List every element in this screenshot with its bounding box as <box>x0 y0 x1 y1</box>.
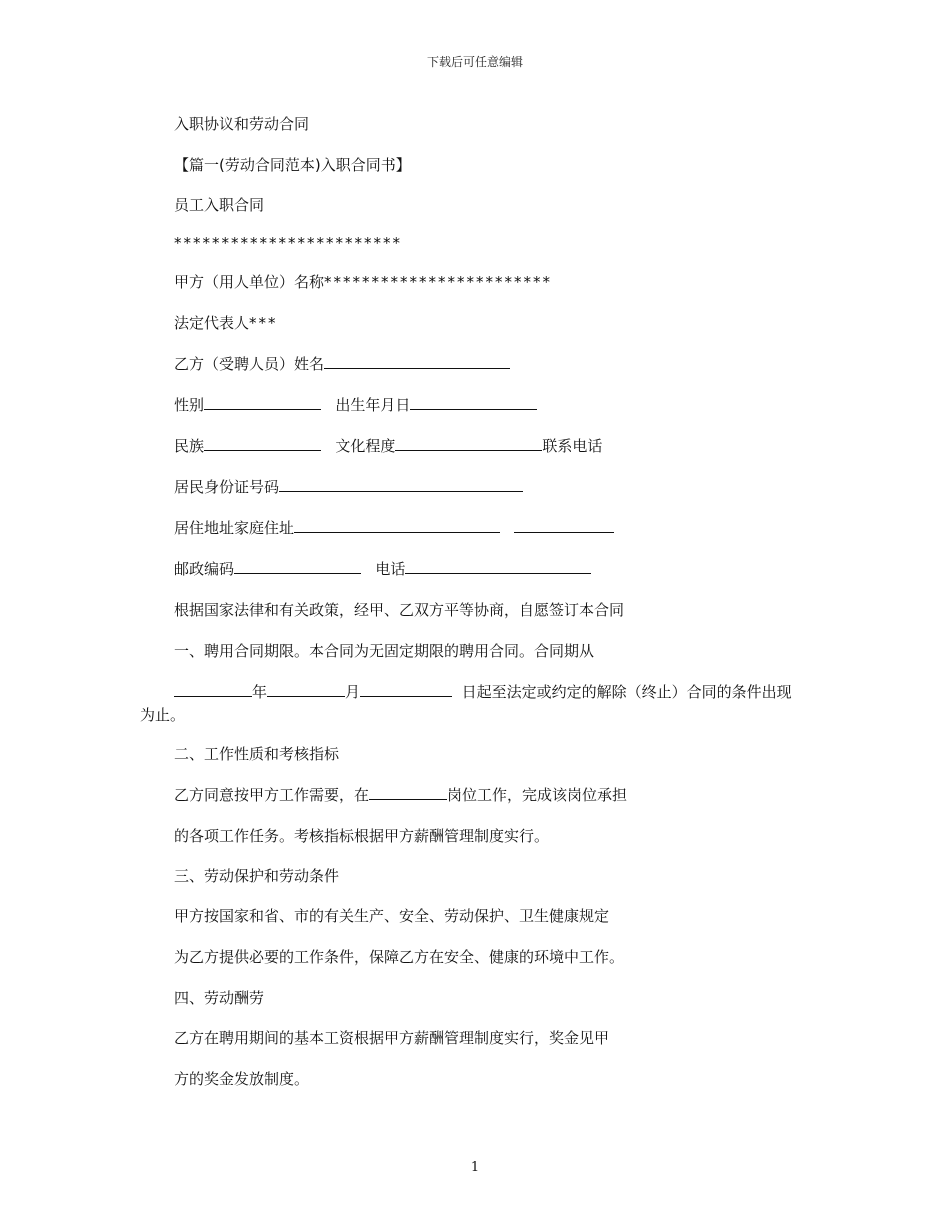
page-number: 1 <box>470 1160 480 1175</box>
gender-birth-row <box>174 395 537 415</box>
party-b-row <box>174 354 510 374</box>
work-line-2: 的各项工作任务。考核指标根据甲方薪酬管理制度实行。 <box>174 827 550 845</box>
year-label: 年 <box>252 683 268 701</box>
term-dates-row <box>174 682 792 702</box>
id-label: 居民身份证号码 <box>174 478 280 496</box>
birth-blank <box>410 395 537 410</box>
protection-line-1: 甲方按国家和省、市的有关生产、安全、劳动保护、卫生健康规定 <box>174 907 610 925</box>
ethnicity-blank <box>204 436 321 451</box>
birth-label: 出生年月日 <box>335 396 411 414</box>
tel-blank <box>405 559 591 574</box>
postal-label: 邮政编码 <box>174 560 235 578</box>
page-header: 下载后可任意编辑 <box>426 55 523 69</box>
day-blank <box>360 682 452 697</box>
section-heading: 【篇一(劳动合同范本)入职合同书】 <box>174 156 411 174</box>
gender-label: 性别 <box>174 396 205 414</box>
education-blank <box>395 436 542 451</box>
term-rest: 日起至法定或约定的解除（终止）合同的条件出现 <box>461 683 792 701</box>
address-label: 居住地址家庭住址 <box>174 519 295 537</box>
month-blank <box>267 682 345 697</box>
legal-rep-label: 法定代表人 <box>174 314 250 332</box>
term-heading: 一、聘用合同期限。本合同为无固定期限的聘用合同。合同期从 <box>174 642 595 660</box>
education-label: 文化程度 <box>335 437 396 455</box>
pay-line-1: 乙方在聘用期间的基本工资根据甲方薪酬管理制度实行，奖金见甲 <box>174 1029 610 1047</box>
ethnicity-label: 民族 <box>174 437 205 455</box>
post-blank <box>369 785 447 800</box>
party-a-label: 甲方（用人单位）名称 <box>174 273 325 291</box>
party-a-row <box>174 272 552 292</box>
contract-name: 员工入职合同 <box>174 196 265 214</box>
address-blank <box>294 518 500 533</box>
protection-heading: 三、劳动保护和劳动条件 <box>174 867 340 885</box>
document-title: 入职协议和劳动合同 <box>174 115 310 133</box>
work-heading: 二、工作性质和考核指标 <box>174 745 340 763</box>
month-label: 月 <box>345 683 361 701</box>
stars-row: ************************ <box>174 234 402 252</box>
party-b-label: 乙方（受聘人员）姓名 <box>174 355 325 373</box>
term-end: 为止。 <box>140 706 186 724</box>
work-line-1 <box>174 785 627 805</box>
address-blank-2 <box>514 518 614 533</box>
legal-rep-value: *** <box>249 314 278 332</box>
pay-heading: 四、劳动酬劳 <box>174 989 265 1007</box>
address-row <box>174 518 614 538</box>
party-a-value: ************************ <box>324 273 553 291</box>
basis-paragraph: 根据国家法律和有关政策，经甲、乙双方平等协商，自愿签订本合同 <box>174 601 625 619</box>
work-text-b: 岗位工作，完成该岗位承担 <box>447 786 628 804</box>
name-blank <box>324 354 510 369</box>
year-blank <box>174 682 252 697</box>
id-blank <box>279 477 523 492</box>
postal-row <box>174 559 591 579</box>
postal-blank <box>234 559 361 574</box>
id-row <box>174 477 523 497</box>
gender-blank <box>204 395 321 410</box>
pay-line-2: 方的奖金发放制度。 <box>174 1070 310 1088</box>
phone-label: 联系电话 <box>542 437 603 455</box>
ethnicity-row <box>174 436 602 456</box>
legal-rep-row <box>174 313 278 333</box>
protection-line-2: 为乙方提供必要的工作条件，保障乙方在安全、健康的环境中工作。 <box>174 948 625 966</box>
tel-label: 电话 <box>375 560 406 578</box>
work-text-a: 乙方同意按甲方工作需要，在 <box>174 786 370 804</box>
